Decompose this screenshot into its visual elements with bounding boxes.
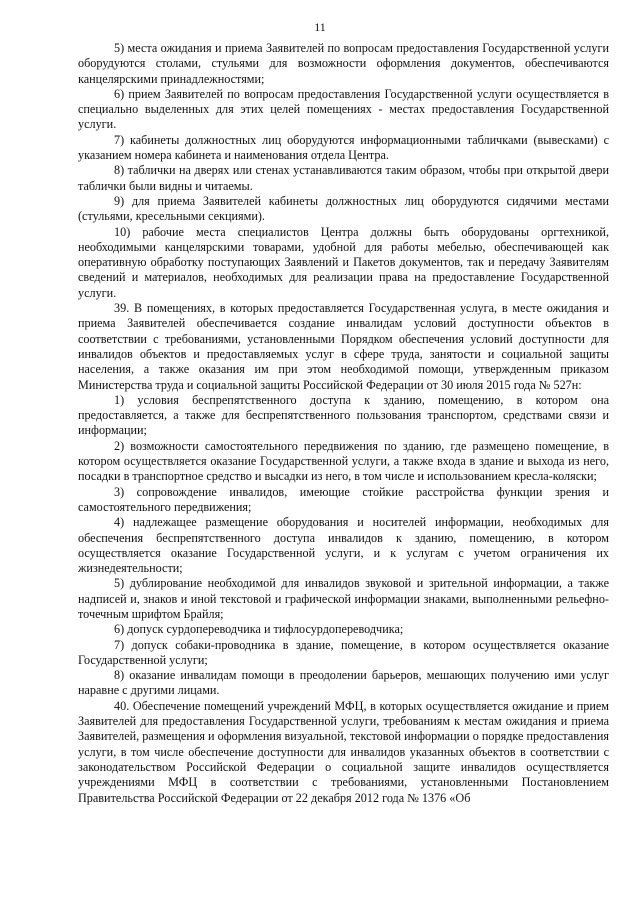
page-number: 11: [314, 20, 326, 34]
paragraph-item-10: 10) рабочие места специалистов Центра должны быть оборудованы оргтехникой, необходимыми канцелярскими товарами, удобной для работы мебелью, обеспечивающей как оперативную обработку поступающих Заявлений и Пакетов документов, так и передачу Заявителям сведений и материалов, необходимых для реализации права на предоставление Государственной услуги.: [78, 224, 609, 300]
paragraph-subitem-6: 6) допуск сурдопереводчика и тифлосурдопереводчика;: [114, 622, 404, 637]
paragraph-subitem-5: 5) дублирование необходимой для инвалидов звуковой и зрительной информации, а также надписей и, знаков и иной текстовой и графической информации знаками, выполненными рельефно-точечным шрифтом Брайля;: [78, 576, 609, 621]
paragraph-subitem-7: 7) допуск собаки-проводника в здание, помещение, в котором осуществляется оказание Государственной услуги;: [78, 637, 609, 667]
paragraph-subitem-8: 8) оказание инвалидам помощи в преодолении барьеров, мешающих получению ими услуг наравне с другими лицами.: [78, 668, 609, 698]
paragraph-item-5: 5) места ожидания и приема Заявителей по вопросам предоставления Государственной услуги оборудуются столами, стульями для возможности оформления документов, обеспечиваются канцелярскими принадлежностями;: [78, 41, 609, 86]
paragraph-clause-39: 39. В помещениях, в которых предоставляется Государственная услуга, в месте ожидания и приема Заявителей обеспечивается создание инвалидам условий доступности объектов в соответствии с требованиями, установленными Порядком обеспечения условий доступности для инвалидов объектов и предоставляемых услуг в сфере труда, занятости и социальной защиты населения, а также оказания им при этом необходимой помощи, утвержденным приказом Министерства труда и социальной защиты Российской Федерации от 30 июля 2015 года № 527н:: [78, 301, 609, 392]
paragraph-subitem-4: 4) надлежащее размещение оборудования и носителей информации, необходимых для обеспечения беспрепятственного доступа инвалидов к зданию, помещению, в котором осуществляется оказание Государственной услуги, и к услугам с учетом ограничения их жизнедеятельности;: [78, 515, 609, 576]
paragraph-item-8: 8) таблички на дверях или стенах устанавливаются таким образом, чтобы при открытой двери таблички были видны и читаемы.: [78, 163, 609, 193]
document-body: [78, 41, 609, 806]
paragraph-subitem-3: 3) сопровождение инвалидов, имеющие стойкие расстройства функции зрения и самостоятельного передвижения;: [78, 484, 609, 514]
paragraph-item-6: 6) прием Заявителей по вопросам предоставления Государственной услуги осуществляется в специально выделенных для этих целей помещениях - местах предоставления Государственной услуги.: [78, 86, 609, 132]
paragraph-subitem-2: 2) возможности самостоятельного передвижения по зданию, где размещено помещение, в котором осуществляется оказание Государственной услуги, а также входа в здание и выхода из него, посадки в транспортное средство и высадки из него, в том числе и использованием кресла-коляски;: [78, 438, 609, 484]
paragraph-item-7: 7) кабинеты должностных лиц оборудуются информационными табличками (вывесками) с указанием номера кабинета и наименования отдела Центра.: [78, 132, 609, 163]
paragraph-subitem-1: 1) условия беспрепятственного доступа к зданию, помещению, в котором она предоставляется, а также для беспрепятственного пользования транспортом, средствами связи и информации;: [78, 392, 609, 438]
paragraph-item-9: 9) для приема Заявителей кабинеты должностных лиц оборудуются сидячими местами (стульями, кресельными секциями).: [78, 193, 609, 224]
paragraph-clause-40: 40. Обеспечение помещений учреждений МФЦ, в которых осуществляется ожидание и прием Заявителей для предоставления Государственной услуги, требованиям к местам ожидания и приема Заявителей, размещения и оформления визуальной, текстовой информации о порядке предоставления услуги, в том числе обеспечение доступности для инвалидов указанных объектов в соответствии с законодательством Российской Федерации о социальной защите инвалидов осуществляется учреждениями МФЦ в соответствии с требованиями, установленными Постановлением Правительства Российской Федерации от 22 декабря 2012 года № 1376 «Об: [78, 698, 609, 805]
